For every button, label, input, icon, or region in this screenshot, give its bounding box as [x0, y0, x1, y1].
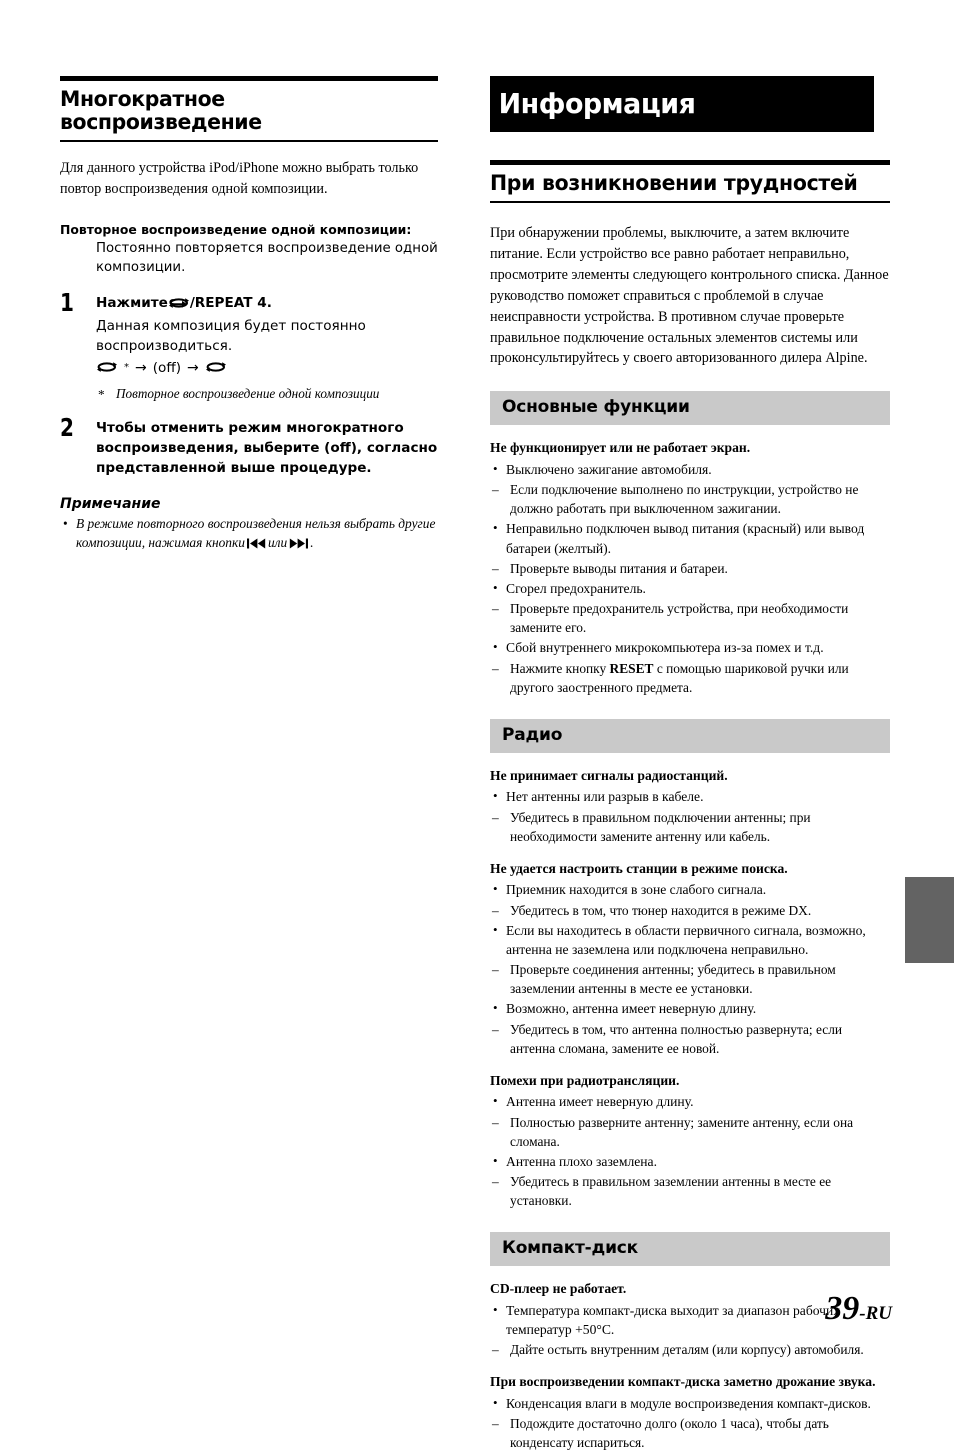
bullet-icon: • [493, 1301, 498, 1317]
cause-text: Антенна плохо заземлена. [506, 1153, 657, 1169]
cause-item [490, 1152, 890, 1171]
section-heading: Радио [490, 719, 890, 753]
page-title-left: Многократное воспроизведение [60, 87, 262, 136]
remedy-text: Если подключение выполнено по инструкции, устройство не должно работать при выключенном зажигании. [510, 482, 859, 517]
remedy-item [490, 1340, 890, 1359]
page-number [825, 1292, 892, 1326]
bullet-icon: • [493, 788, 498, 804]
remedy-item [490, 1414, 890, 1452]
remedy-group [490, 1414, 890, 1452]
remedy-item [490, 960, 890, 998]
cause-text: Температура компакт-диска выходит за диапазон рабочих температур +50°C. [506, 1302, 841, 1338]
cause-text: Антенна имеет неверную длину. [506, 1094, 694, 1110]
step-1-number: 1 [60, 288, 74, 318]
footnote-text: Повторное воспроизведение одной композиции [116, 385, 380, 401]
remedy-text: Подождите достаточно долго (около 1 часа), чтобы дать конденсату испариться. [510, 1416, 829, 1451]
bullet-icon: • [493, 1000, 498, 1016]
remedy-text: Проверьте соединения антенны; убедитесь в правильном заземлении антенны в месте ее установки. [510, 962, 836, 997]
remedy-item [490, 901, 890, 920]
step-1 [60, 288, 438, 403]
cause-text: Неправильно подключен вывод питания (красный) или вывод батареи (желтый). [506, 521, 865, 556]
left-column [60, 76, 438, 552]
remedy-group [490, 659, 890, 697]
step-1-title [96, 294, 438, 313]
remedy-text: Убедитесь в том, что тюнер находится в режиме DX. [510, 902, 812, 918]
troubleshooting-intro: При обнаружении проблемы, выключите, а затем включите питание. Если устройство все равно работает неправильно, просмотрите элементы следующего контрольного списка. Данное руководство поможет справиться с проблемой в случае неисправности устройства. В противном случае проверьте правильное подключение остальных элементов системы или проконсультируйтесь у своего авторизованного дилера Alpine. [490, 225, 889, 367]
repeat-icon-flow-1 [97, 361, 117, 374]
remedy-group [490, 960, 890, 998]
cause-item [490, 880, 890, 899]
dash-icon: – [492, 482, 499, 498]
remedy-text: Убедитесь в правильном подключении антенны; при необходимости замените антенну или кабель. [510, 809, 811, 844]
remedy-list [490, 1172, 890, 1210]
symptom-heading: При воспроизведении компакт-диска заметно дрожание звука. [490, 1374, 876, 1390]
flow-arrow-2: → [187, 359, 199, 376]
remedy-item [490, 480, 890, 518]
dash-icon: – [492, 1416, 499, 1432]
dash-icon: – [492, 1342, 499, 1358]
cause-text: Если вы находитесь в области первичного сигнала, возможно, антенна не заземлена или подключена неправильно. [506, 922, 866, 958]
cause-item [490, 921, 890, 960]
remedy-list [490, 808, 890, 846]
cause-item [490, 1092, 890, 1111]
repeat-icon-flow-2 [206, 361, 226, 374]
cause-text: Сгорел предохранитель. [506, 581, 646, 596]
step-2-title: Чтобы отменить режим многократного воспроизведения, выберите (off), согласно представленной выше процедуре. [96, 420, 438, 476]
flow-arrow-1: → [135, 359, 147, 376]
remedy-item [490, 659, 890, 697]
flow-star-marker: * [124, 362, 129, 374]
note-heading: Примечание [60, 496, 161, 513]
page-number-suffix: -RU [859, 1303, 892, 1324]
subsection-heading: Повторное воспроизведение одной композиции: [60, 222, 412, 238]
subsection-body: Постоянно повторяется воспроизведение одной композиции. [96, 241, 438, 276]
cause-text: Нет антенны или разрыв в кабеле. [506, 789, 704, 805]
dash-icon: – [492, 1174, 499, 1190]
symptom-heading: CD-плеер не работает. [490, 1281, 627, 1297]
remedy-list [490, 480, 890, 518]
note-item-text-middle: или [267, 535, 288, 551]
note-item [60, 514, 438, 552]
flow-off-label: (off) [152, 359, 182, 376]
skip-next-icon [289, 538, 308, 549]
step-2 [60, 413, 438, 478]
right-column [490, 76, 890, 1452]
remedy-text-before: Нажмите кнопку [510, 660, 610, 676]
heading-rule-bottom [60, 140, 438, 142]
remedy-text: Проверьте предохранитель устройства, при необходимости замените его. [510, 601, 849, 636]
remedy-item [490, 559, 890, 578]
cause-item [490, 999, 890, 1018]
cause-text: Возможно, антенна имеет неверную длину. [506, 1001, 757, 1017]
step-1-footnote [96, 385, 438, 403]
bullet-icon: • [493, 1152, 498, 1168]
remedy-group [490, 1172, 890, 1210]
cause-text: Приемник находится в зоне слабого сигнала. [506, 882, 767, 898]
chapter-banner-wrap [490, 76, 890, 132]
remedy-list [490, 1414, 890, 1452]
cause-list [490, 460, 890, 697]
remedy-item [490, 808, 890, 846]
step-1-flow [96, 360, 438, 376]
dash-icon: – [492, 902, 499, 918]
note-item-text-before: В режиме повторного воспроизведения нельзя выбрать другие композиции, нажимая кнопки [76, 516, 436, 551]
dash-icon: – [492, 660, 499, 676]
bullet-icon: • [493, 1093, 498, 1109]
remedy-group [490, 480, 890, 518]
page-number-value: 39 [825, 1290, 860, 1327]
cause-text: Конденсация влаги в модуле воспроизведения компакт-дисков. [506, 1396, 871, 1412]
dash-icon: – [492, 962, 499, 978]
repeat-icon [169, 297, 189, 310]
remedy-text: Убедитесь в правильном заземлении антенны в месте ее установки. [510, 1174, 832, 1209]
dash-icon: – [492, 809, 499, 825]
bullet-icon: • [493, 1395, 498, 1411]
dash-icon: – [492, 601, 499, 617]
intro-paragraph: Для данного устройства iPod/iPhone можно выбрать только повтор воспроизведения одной композиции. [60, 160, 419, 198]
skip-previous-icon [247, 538, 266, 549]
cause-text: Выключено зажигание автомобиля. [506, 462, 712, 478]
right-heading-rule-bottom [490, 201, 890, 203]
remedy-group [490, 599, 890, 637]
remedy-text: Полностью разверните антенну; замените антенну, если она сломана. [510, 1114, 854, 1149]
remedy-text: Убедитесь в том, что антенна полностью развернута; если антенна сломана, замените ее новой. [510, 1021, 843, 1056]
section-heading: Основные функции [490, 391, 890, 425]
page-title-right: При возникновении трудностей [490, 171, 858, 196]
footnote-marker: * [98, 386, 105, 402]
step-1-title-suffix: /REPEAT 4. [189, 295, 272, 312]
note-item-text-after: . [310, 535, 314, 551]
remedy-list [490, 901, 890, 920]
step-1-body: Данная композиция будет постоянно воспроизводиться. [96, 318, 366, 355]
note-list [60, 514, 438, 552]
cause-item [490, 638, 890, 657]
bullet-icon: • [493, 921, 498, 937]
remedy-text: Дайте остыть внутренним деталям (или корпусу) автомобиля. [510, 1342, 864, 1358]
remedy-list [490, 559, 890, 578]
edge-tab-marker [905, 877, 954, 963]
remedy-list [490, 659, 890, 697]
remedy-list [490, 1113, 890, 1151]
bullet-icon: • [493, 881, 498, 897]
remedy-item [490, 1172, 890, 1210]
symptom-heading: Не удается настроить станции в режиме поиска. [490, 860, 788, 876]
remedy-list [490, 960, 890, 998]
remedy-text-after: с помощью шариковой ручки или другого заостренного предмета. [510, 660, 849, 695]
remedy-group [490, 808, 890, 846]
step-1-title-prefix: Нажмите [96, 295, 168, 312]
symptom-heading: Не принимает сигналы радиостанций. [490, 767, 728, 783]
remedy-item [490, 599, 890, 637]
cause-list [490, 1394, 890, 1452]
cause-item [490, 519, 890, 558]
dash-icon: – [492, 1114, 499, 1130]
symptom-heading: Не функционирует или не работает экран. [490, 440, 751, 456]
remedy-group [490, 1113, 890, 1151]
cause-item [490, 1394, 890, 1413]
section-heading: Компакт-диск [490, 1232, 890, 1266]
cause-item [490, 460, 890, 479]
dash-icon: – [492, 1021, 499, 1037]
remedy-item [490, 1113, 890, 1151]
remedy-group [490, 1340, 890, 1359]
remedy-list [490, 1020, 890, 1058]
bullet-icon: • [493, 639, 498, 655]
remedy-group [490, 1020, 890, 1058]
remedy-group [490, 901, 890, 920]
bullet-icon: • [63, 516, 68, 532]
dash-icon: – [492, 560, 499, 576]
cause-item [490, 787, 890, 806]
symptom-heading: Помехи при радиотрансляции. [490, 1072, 680, 1088]
bullet-icon: • [493, 580, 498, 595]
remedy-item [490, 1020, 890, 1058]
cause-list [490, 880, 890, 1057]
cause-text: Сбой внутреннего микрокомпьютера из-за помех и т.д. [506, 640, 824, 656]
cause-list [490, 787, 890, 845]
step-2-number: 2 [60, 413, 74, 443]
remedy-text: Проверьте выводы питания и батареи. [510, 560, 728, 576]
cause-item [490, 579, 890, 598]
bullet-icon: • [493, 461, 498, 477]
cause-list [490, 1092, 890, 1210]
reset-button-label: RESET [609, 660, 654, 676]
chapter-banner-title: Информация [490, 76, 874, 132]
bullet-icon: • [493, 520, 498, 536]
remedy-group [490, 559, 890, 578]
remedy-list [490, 599, 890, 637]
remedy-list [490, 1340, 890, 1359]
